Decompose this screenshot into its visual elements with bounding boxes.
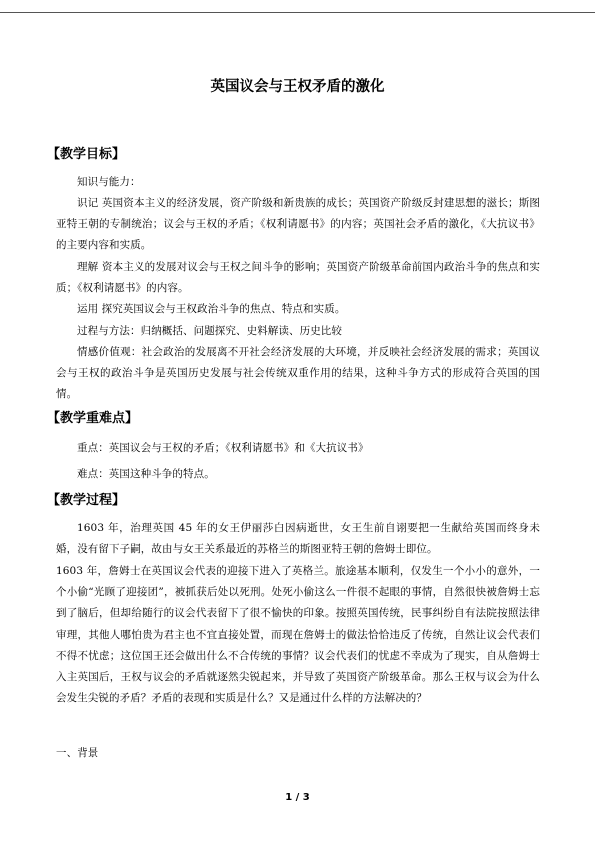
background-subheading: 一、背景	[56, 747, 99, 759]
understanding-paragraph: 理解 资本主义的发展对议会与王权之间斗争的影响；英国资产阶级革命前国内政治斗争的焦点和实质；《权利请愿书》的内容。	[56, 261, 540, 295]
process-paragraph-2: 1603 年，詹姆士在英国议会代表的迎接下进入了英格兰。旅途基本顺利，仅发生一个小小的意外，一个小偷“光顾了迎接团”，被抓获后处以死刑。处死小偷这么一件很不起眼的事情，自然很快被詹姆士忘到了脑后，但却给随行的议会代表留下了很不愉快的印象。按照英国传统，民事纠纷自有法院按照法律审理，其他人哪怕贵为君主也不宜直接处置，而现在詹姆士的做法恰恰违反了传统，自然让议会代表们不得不忧虑；这位国王还会做出什么不合传统的事情？议会代表们的忧虑不幸成为了现实，自从詹姆士入主英国后，王权与议会的矛盾就逐然尖锐起来，并导致了英国资产阶级革命。那么王权与议会为什么会发生尖锐的矛盾？矛盾的表现和实质是什么？又是通过什么样的方法解决的？	[56, 565, 540, 705]
process-methods-paragraph: 过程与方法：归纳概括、问题探究、史料解读、历史比较	[77, 325, 342, 337]
difficulty-paragraph: 难点：英国这种斗争的特点。	[77, 468, 215, 480]
page-title: 英国议会与王权矛盾的激化	[210, 79, 385, 95]
process-paragraph-1: 1603 年，治理英国 45 年的女王伊丽莎白因病逝世，女王生前自诩要把一生献给英国而终身未婚，没有留下子嗣，故由与女王关系最近的苏格兰的斯图亚特王朝的詹姆士即位。	[56, 522, 540, 556]
page-number: 1 / 3	[285, 792, 310, 803]
focus-paragraph: 重点：英国议会与王权的矛盾；《权利请愿书》和《大抗议书》	[77, 442, 369, 454]
teaching-goals-heading: 【教学目标】	[47, 147, 126, 162]
header-rule	[0, 12, 595, 13]
memory-paragraph: 识记 英国资本主义的经济发展，资产阶级和新贵族的成长；英国资产阶级反封建思想的滋长；斯图亚特王朝的专制统治；议会与王权的矛盾；《权利请愿书》的内容；英国社会矛盾的激化，《大抗议书》的主要内容和实质。	[56, 197, 540, 252]
values-paragraph: 情感价值观：社会政治的发展离不开社会经济发展的大环境，并反映社会经济发展的需求；英国议会与王权的政治斗争是英国历史发展与社会传统双重作用的结果，这种斗争方式的形成符合英国的国情。	[56, 346, 540, 401]
knowledge-label: 知识与能力：	[77, 176, 141, 188]
teaching-process-heading: 【教学过程】	[47, 493, 126, 508]
application-paragraph: 运用 探究英国议会与王权政治斗争的焦点、特点和实质。	[77, 303, 346, 315]
key-points-heading: 【教学重难点】	[47, 411, 139, 426]
